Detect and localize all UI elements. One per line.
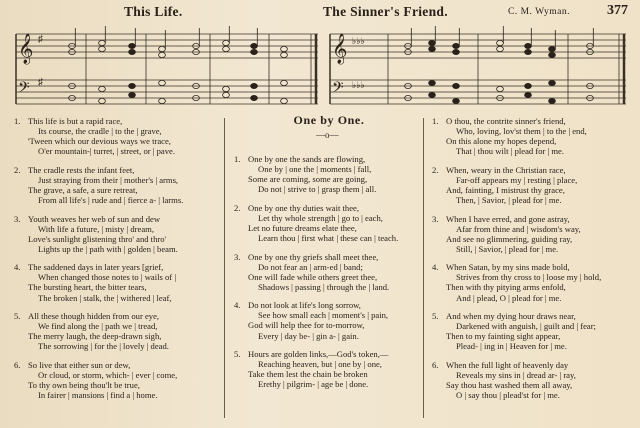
verse-line: From all life's | rude and | fierce a- | larms. [38, 195, 184, 206]
verse-line: We find along the | path we | tread, [38, 321, 158, 332]
verse-number: 6. [432, 359, 439, 370]
verse-line: And | plead, O | plead for | me. [456, 292, 562, 303]
verse-line: And when my dying hour draws near, [446, 311, 576, 322]
verse-line: And, fainting, I mistrust thy grace, [446, 184, 565, 195]
verse-line: Lights up the | path with | golden | beam. [38, 243, 178, 254]
verse-line: Love's sunlight glistening thro' and thro' [28, 233, 167, 244]
left-music-score [14, 22, 320, 106]
verse [14, 214, 220, 254]
bass-clef-icon: 𝄢 [332, 79, 344, 100]
verse-line: O thou, the contrite sinner's friend, [446, 116, 566, 126]
verse-line: Hours are golden links,—God's token,— [248, 349, 389, 360]
verse-number: 2. [234, 202, 241, 213]
composer-credit: C. M. Wyman. [508, 7, 570, 17]
verse [432, 262, 632, 302]
svg-text:♭♭♭: ♭♭♭ [352, 36, 365, 46]
verse-number: 3. [14, 213, 21, 224]
verse [14, 262, 220, 302]
verse-line: In fairer | mansions | find a | home. [38, 390, 158, 401]
bass-clef-icon: 𝄢 [18, 79, 30, 100]
verse-line: The merry laugh, the deep-drawn sigh, [28, 331, 162, 342]
verse-line: Let thy whole strength | go to | each, [258, 212, 383, 223]
verse [234, 154, 420, 194]
verse-number: 4. [234, 300, 241, 311]
verse-number: 1. [432, 116, 439, 126]
verse [234, 203, 420, 243]
verse-line: This life is but a rapid race, [28, 116, 123, 126]
verse-line: Its course, the cradle | to the | grave, [38, 126, 162, 137]
verse [432, 311, 632, 351]
right-music-score [328, 22, 628, 106]
verse-number: 5. [14, 311, 21, 322]
verse-line: Learn thou | first what | these can | teach. [258, 233, 399, 244]
verse-line: The sorrowing | for the | lovely | dead. [38, 341, 169, 352]
middle-hymn-title: One by One. [293, 113, 365, 127]
verse [14, 116, 220, 156]
verse [234, 300, 420, 340]
verse-line: And see no glimmering, guiding ray, [446, 233, 573, 244]
verse [234, 349, 420, 389]
right-hymn-title: The Sinner's Friend. [323, 4, 448, 19]
verse-line: The bursting heart, the bitter tears, [28, 282, 147, 293]
verse-line: O'er mountain-| turret, | street, or | pave. [38, 146, 176, 157]
verse-line: Or cloud, or storm, which- | ever | come, [38, 369, 178, 380]
verse-line: One by | one the | moments | fall, [258, 164, 372, 175]
verse-number: 5. [432, 311, 439, 322]
column-divider [423, 118, 424, 418]
right-hymn-verses [432, 116, 632, 409]
verse-line: Still, | Savior, | plead for | me. [456, 243, 559, 254]
verse-line: Do not | strive to | grasp them | all. [258, 184, 377, 195]
title-ornament: —o— [316, 130, 339, 140]
verse-line: Then with thy pitying arms enfold, [446, 282, 566, 293]
verse-line: Youth weaves her web of sun and dew [28, 213, 161, 224]
verse-line: Take them lest the chain be broken [248, 369, 368, 380]
verse-line: One will fade while others greet thee, [248, 271, 378, 282]
verse-line: Every | day be- | gin a- | gain. [258, 330, 359, 341]
verse-line: One by one thy duties wait thee, [248, 202, 359, 213]
verse [14, 311, 220, 351]
verse-number: 5. [234, 349, 241, 360]
verse-line: All these though hidden from our eye, [28, 311, 160, 322]
verse-line: With life a future, | misty | dream, [38, 223, 154, 234]
verse-line: One by one the sands are flowing, [248, 154, 366, 164]
verse-number: 1. [234, 154, 241, 164]
verse-line: When, weary in the Christian race, [446, 164, 566, 175]
verse [234, 252, 420, 292]
column-divider [224, 118, 225, 418]
verse-line: Shadows | passing | through the | land. [258, 281, 390, 292]
verse-line: Then to my fainting sight appear, [446, 331, 561, 342]
verse-line: To thy own being thou'lt be true, [28, 380, 140, 391]
treble-clef-icon: 𝄞 [18, 34, 34, 64]
verse-number: 4. [14, 262, 21, 273]
verse [432, 165, 632, 205]
verse-line: The broken | stalk, the | withered | leaf, [38, 292, 172, 303]
svg-text:♭♭♭: ♭♭♭ [352, 80, 365, 90]
verse-line: Strives from thy cross to | loose my | hold, [456, 272, 602, 283]
verse-number: 1. [14, 116, 21, 126]
svg-text:♯: ♯ [38, 34, 43, 45]
verse-line: The saddened days in later years [grief, [28, 262, 164, 273]
verse [432, 214, 632, 254]
verse-line: One by one thy griefs shall meet thee, [248, 251, 379, 262]
left-hymn-title: This Life. [124, 4, 183, 19]
verse-line: Erethy | pilgrim- | age be | done. [258, 379, 369, 390]
verse-line: Do not fear an | arm-ed | band; [258, 261, 363, 272]
svg-text:♯: ♯ [38, 77, 43, 88]
verse-line: Some are coming, some are going, [248, 174, 368, 185]
verse-line: Do not look at life's long sorrow, [248, 300, 361, 311]
verse-line: Reveals my sins in | dread ar- | ray, [456, 369, 576, 380]
verse [432, 360, 632, 400]
verse-line: Who, loving, lov'st them | to the | end, [456, 126, 587, 137]
verse-line: When changed those notes to | wails of | [38, 272, 177, 283]
verse-line: Far-off appears my | resting | place, [456, 174, 578, 185]
verse-number: 2. [14, 164, 21, 175]
verse-line: Plead- | ing in | Heaven for | me. [456, 341, 567, 352]
verse-line: Darkened with anguish, | guilt and | fear; [456, 321, 596, 332]
verse [14, 360, 220, 400]
verse [14, 165, 220, 205]
verse-line: On this alone my hopes depend, [446, 136, 557, 147]
verse-line: Say thou hast washed them all away, [446, 380, 573, 391]
verse-line: Then, | Savior, | plead for | me. [456, 195, 562, 206]
verse-line: Reaching heaven, but | one by | one, [258, 359, 382, 370]
verse-number: 3. [432, 213, 439, 224]
verse-number: 2. [432, 164, 439, 175]
verse-line: 'Tween which our devious ways we trace, [28, 136, 171, 147]
verse [432, 116, 632, 156]
verse-line: O | say thou | plead'st for | me. [456, 390, 560, 401]
treble-clef-icon: 𝄞 [332, 34, 348, 64]
verse-line: So live that either sun or dew, [28, 359, 131, 370]
verse-number: 3. [234, 251, 241, 262]
middle-hymn-verses [234, 154, 420, 398]
verse-number: 6. [14, 359, 21, 370]
verse-line: Afar from thine and | wisdom's way, [456, 223, 581, 234]
verse-line: God will help thee for to-morrow, [248, 320, 365, 331]
verse-line: When Satan, by my sins made bold, [446, 262, 570, 273]
verse-number: 4. [432, 262, 439, 273]
verse-line: The cradle rests the infant feet, [28, 164, 135, 175]
left-hymn-verses [14, 116, 220, 409]
page-number: 377 [607, 3, 628, 18]
verse-line: See how small each | moment's | pain, [258, 310, 389, 321]
verse-line: The grave, a safe, a sure retreat, [28, 184, 138, 195]
verse-line: When I have erred, and gone astray, [446, 213, 570, 224]
verse-line: That | thou wilt | plead for | me. [456, 146, 565, 157]
verse-line: When the full light of heavenly day [446, 359, 569, 370]
verse-line: Let no future dreams elate thee, [248, 222, 357, 233]
verse-line: Just straying from their | mother's | arms, [38, 174, 179, 185]
